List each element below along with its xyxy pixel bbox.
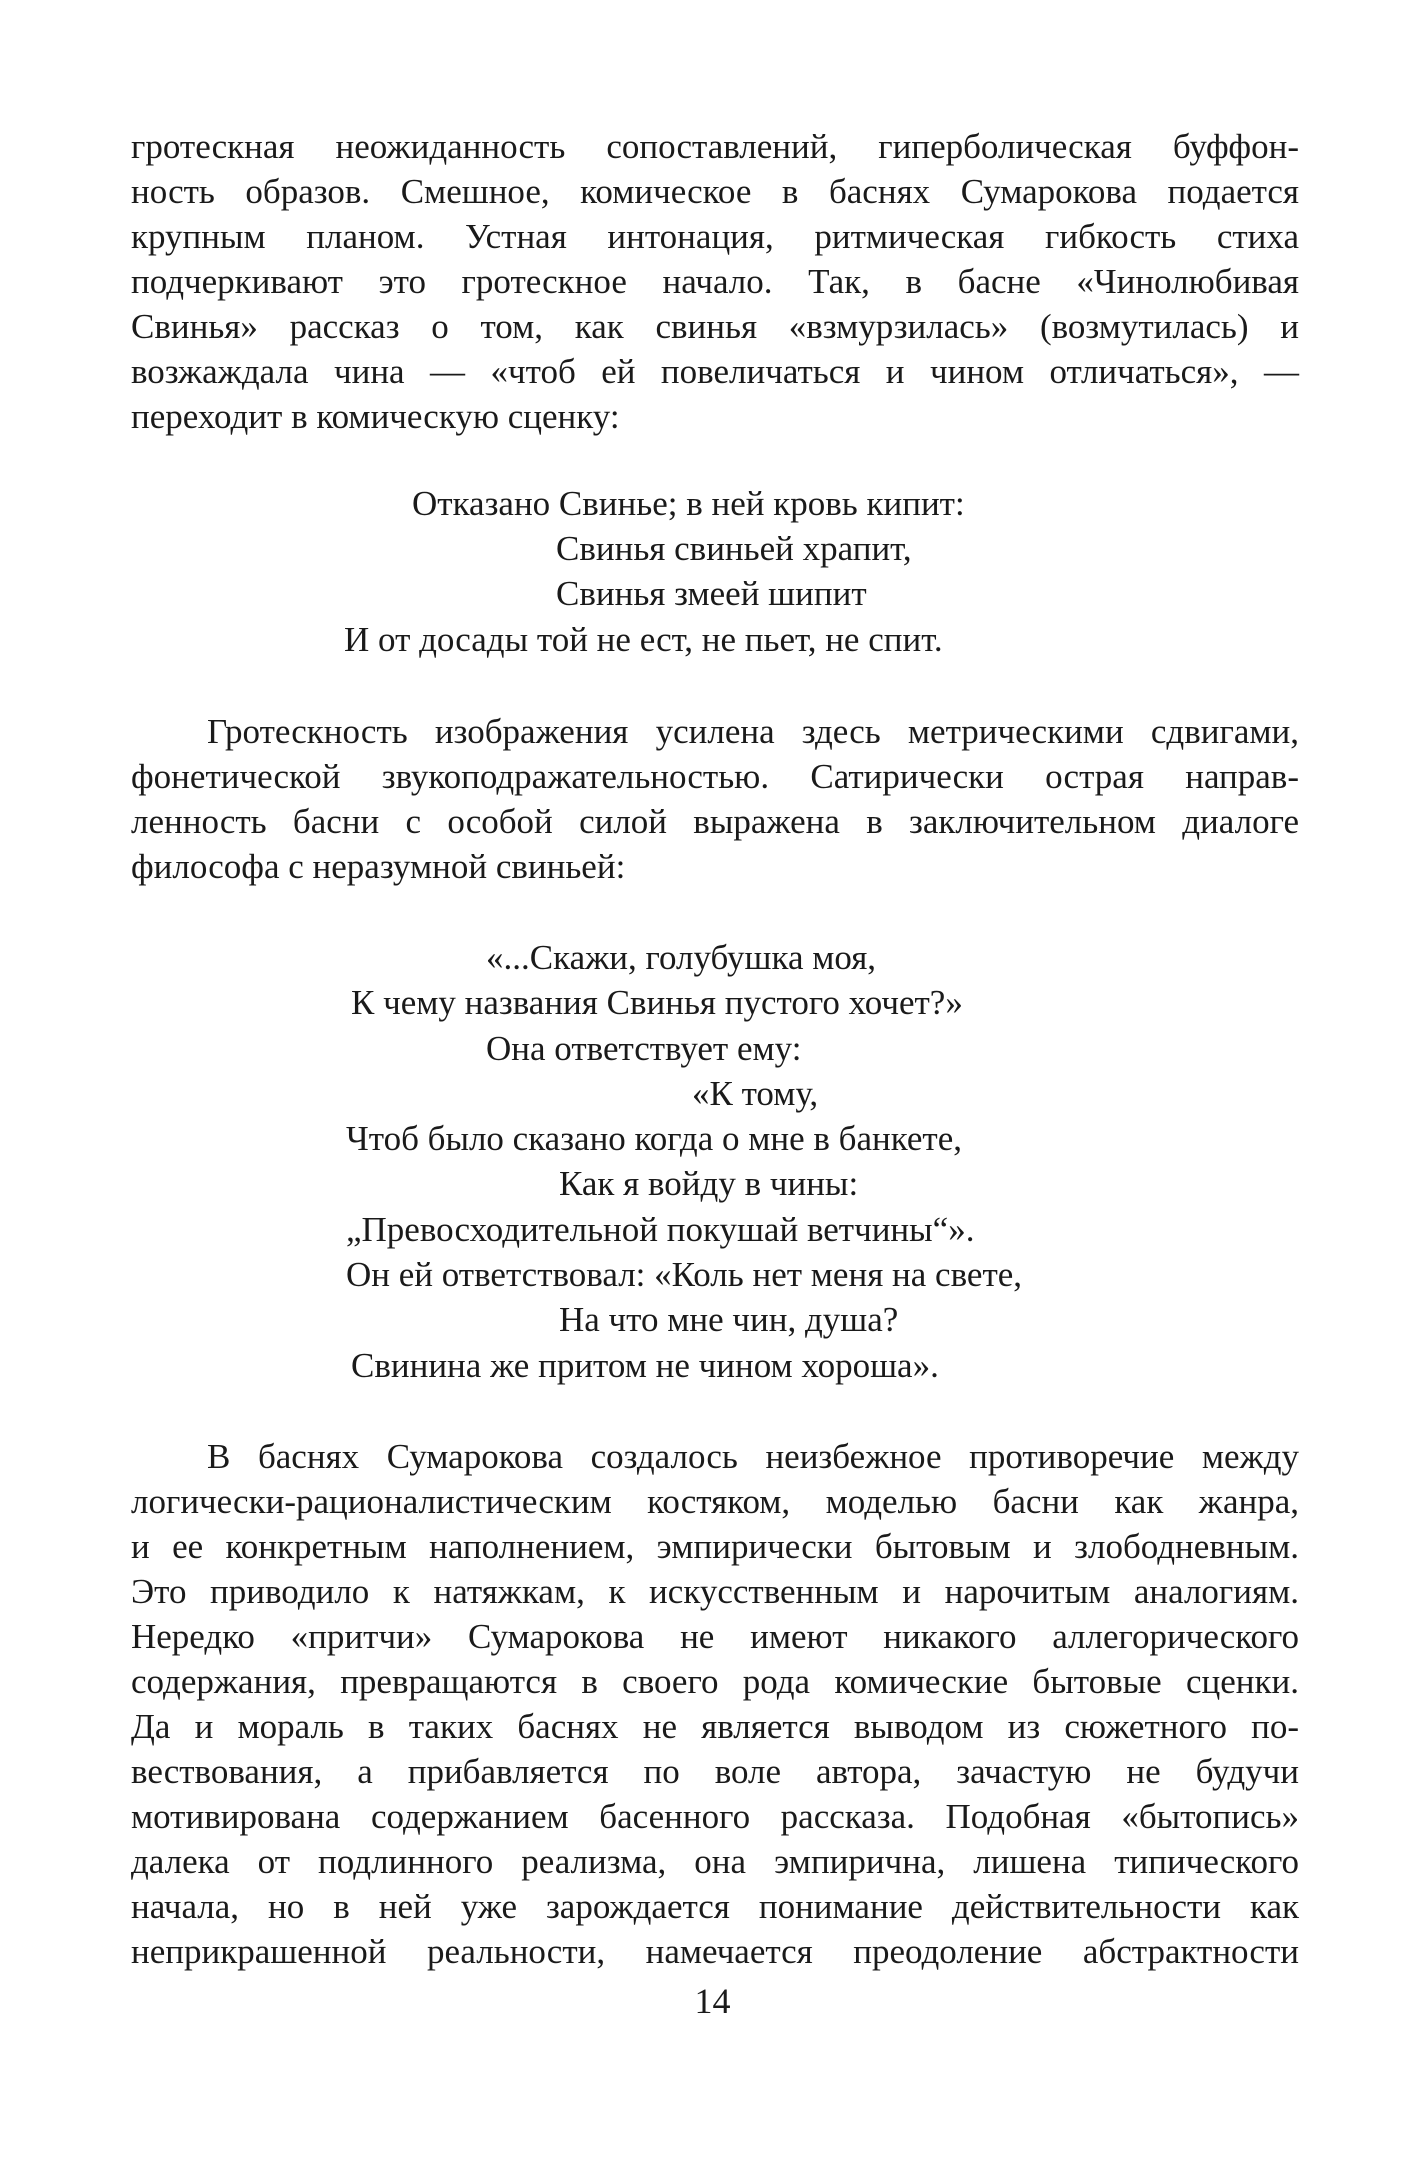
- text-line: подчеркивают это гротескное начало. Так, в басне «Чинолюбивая: [131, 262, 1299, 301]
- text-line: возжаждала чина — «чтоб ей повеличаться и чином отличаться», —: [131, 352, 1299, 391]
- text-line: Да и мораль в таких баснях не является выводом из сюжетного по-: [131, 1707, 1299, 1746]
- verse-line: К чему названия Свинья пустого хочет?»: [351, 983, 963, 1022]
- text-line: Нередко «притчи» Сумарокова не имеют никакого аллегорического: [131, 1617, 1299, 1656]
- verse-line: Свинья змеей шипит: [556, 574, 867, 613]
- text-line: крупным планом. Устная интонация, ритмическая гибкость стиха: [131, 217, 1299, 256]
- verse-line: Он ей ответствовал: «Коль нет меня на свете,: [346, 1255, 1023, 1294]
- text-line: В баснях Сумарокова создалось неизбежное противоречие между: [207, 1437, 1299, 1476]
- page-number: 14: [694, 1981, 731, 2021]
- text-line: далека от подлинного реализма, она эмпирична, лишена типического: [131, 1842, 1299, 1881]
- verse-line: «К тому,: [692, 1074, 819, 1113]
- text-line: и ее конкретным наполнением, эмпирически бытовым и злободневным.: [131, 1527, 1299, 1566]
- text-line: содержания, превращаются в своего рода комические бытовые сценки.: [131, 1662, 1299, 1701]
- text-line: философа с неразумной свиньей:: [131, 847, 626, 886]
- verse-line: Свинья свиньей храпит,: [556, 529, 912, 568]
- text-line: гротескная неожиданность сопоставлений, гиперболическая буффон-: [131, 127, 1299, 166]
- verse-line: Она ответствует ему:: [486, 1029, 802, 1068]
- verse-line: Чтоб было сказано когда о мне в банкете,: [346, 1119, 963, 1158]
- verse-line: Отказано Свинье; в ней кровь кипит:: [412, 484, 965, 523]
- text-line: переходит в комическую сценку:: [131, 397, 620, 436]
- verse-line: „Превосходительной покушай ветчины“».: [346, 1210, 975, 1249]
- verse-line: «...Скажи, голубушка моя,: [486, 938, 877, 977]
- text-line: неприкрашенной реальности, намечается преодоление абстрактности: [131, 1932, 1299, 1971]
- verse-line: Свинина же притом не чином хороша».: [351, 1346, 939, 1385]
- text-line: Свинья» рассказ о том, как свинья «взмурзилась» (возмутилась) и: [131, 307, 1299, 346]
- text-line: вествования, а прибавляется по воле автора, зачастую не будучи: [131, 1752, 1299, 1791]
- text-line: Это приводило к натяжкам, к искусственным и нарочитым аналогиям.: [131, 1572, 1299, 1611]
- text-line: фонетической звукоподражательностью. Сатирически острая направ-: [131, 757, 1299, 796]
- text-line: ность образов. Смешное, комическое в баснях Сумарокова подается: [131, 172, 1299, 211]
- text-line: ленность басни с особой силой выражена в заключительном диалоге: [131, 802, 1299, 841]
- verse-line: На что мне чин, душа?: [559, 1300, 899, 1339]
- text-line: Гротескность изображения усилена здесь метрическими сдвигами,: [207, 712, 1299, 751]
- text-line: мотивирована содержанием басенного рассказа. Подобная «бытопись»: [131, 1797, 1299, 1836]
- text-line: начала, но в ней уже зарождается понимание действительности как: [131, 1887, 1299, 1926]
- verse-line: Как я войду в чины:: [559, 1164, 859, 1203]
- verse-line: И от досады той не ест, не пьет, не спит.: [344, 620, 943, 659]
- text-line: логически-рационалистическим костяком, моделью басни как жанра,: [131, 1482, 1299, 1521]
